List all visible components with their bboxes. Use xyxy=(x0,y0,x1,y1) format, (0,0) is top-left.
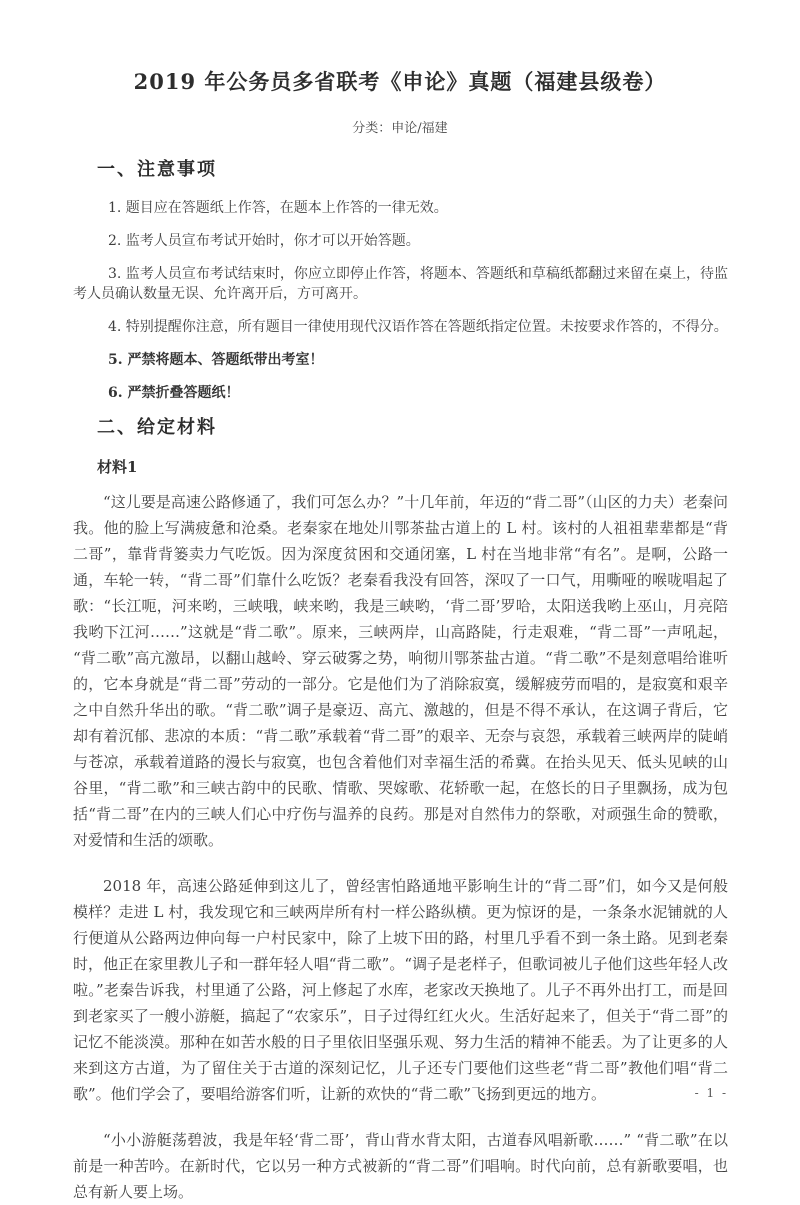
material-paragraph-2: 2018 年，高速公路延伸到这儿了，曾经害怕路通地平影响生计的“背二哥”们，如今又是何般模样？走进 L 村，我发现它和三峡两岸所有村一样公路纵横。更为惊讶的是，一条条水泥铺就的人行便道从公路两边伸向每一户村民家中，除了上坡下田的路，村里几乎看不到一条土路。见到老秦时，他正在家里教儿子和一群年轻人唱“背二歌”。“调子是老样子，但歌词被儿子他们这些年轻人改啦。”老秦告诉我，村里通了公路，河上修起了水库，老家改天换地了。儿子不再外出打工，而是回到老家买了一艘小游艇，搞起了“农家乐”，日子过得红红火火。生活好起来了，但关于“背二哥”的记忆不能淡漠。那种在如苦水般的日子里依旧坚强乐观、努力生活的精神不能丢。为了让更多的人来到这方古道，为了留住关于古道的深刻记忆，儿子还专门要他们这些老“背二哥”教他们唱“背二歌”。他们学会了，要唱给游客们听，让新的欢快的“背二歌”飞扬到更远的地方。 xyxy=(73,877,728,1103)
notice-item-2: 2. 监考人员宣布考试开始时，你才可以开始答题。 xyxy=(108,233,420,249)
section-heading-notice: 一、注意事项 xyxy=(97,159,217,180)
notice-item-6: 6. 严禁折叠答题纸！ xyxy=(108,385,240,401)
section-heading-materials: 二、给定材料 xyxy=(97,417,217,438)
notice-item-3: 3. 监考人员宣布考试结束时，你应立即停止作答，将题本、答题纸和草稿纸都翻过来留在桌上，待监考人员确认数量无误、允许离开后，方可离开。 xyxy=(73,266,728,302)
notice-item-5: 5. 严禁将题本、答题纸带出考室！ xyxy=(108,352,324,368)
notice-list xyxy=(73,198,728,403)
material-label: 材料1 xyxy=(97,458,138,476)
page-number: - 1 - xyxy=(694,1086,728,1100)
material-paragraph-1: “这儿要是高速公路修通了，我们可怎么办？”十几年前，年迈的“背二哥”（山区的力夫）老秦问我。他的脸上写满疲惫和沧桑。老秦家在地处川鄂茶盐古道上的 L 村。该村的人祖祖辈辈都是“背二哥”，靠背背篓卖力气吃饭。因为深度贫困和交通闭塞，L 村在当地非常“有名”。是啊，公路一通，车轮一转，“背二哥”们靠什么吃饭？老秦看我没有回答，深叹了一口气，用嘶哑的喉咙唱起了歌：“长江呃，河来哟，三峡哦，峡来哟，我是三峡哟，‘背二哥’罗哈，太阳送我哟上巫山，月亮陪我哟下江河……”这就是“背二歌”。原来，三峡两岸，山高路陡，行走艰难，“背二哥”一声吼起，“背二歌”高亢激昂，以翻山越岭、穿云破雾之势，响彻川鄂茶盐古道。“背二歌”不是刻意唱给谁听的，它本身就是“背二哥”劳动的一部分。它是他们为了消除寂寞，缓解疲劳而唱的，是寂寞和艰辛之中自然升华出的歌。“背二歌”调子是豪迈、高亢、激越的，但是不得不承认，在这调子背后，它却有着沉郁、悲凉的本质：“背二歌”承载着“背二哥”的艰辛、无奈与哀怨，承载着三峡两岸的陡峭与苍凉，承载着道路的漫长与寂寞，也包含着他们对幸福生活的希冀。在抬头见天、低头见峡的山谷里，“背二歌”和三峡古韵中的民歌、情歌、哭嫁歌、花轿歌一起，在悠长的日子里飘扬，成为包括“背二哥”在内的三峡人们心中疗伤与温养的良药。那是对自然伟力的祭歌，对顽强生命的赞歌，对爱情和生活的颂歌。 xyxy=(73,493,728,849)
notice-item-1: 1. 题目应在答题纸上作答，在题本上作答的一律无效。 xyxy=(108,200,448,216)
document-title: 2019 年公务员多省联考《申论》真题（福建县级卷） xyxy=(133,69,667,94)
category-line: 分类：申论/福建 xyxy=(352,121,448,136)
material-paragraph-3: “小小游艇荡碧波，我是年轻‘背二哥’，背山背水背太阳，古道春风唱新歌……” “背二歌”在以前是一种苦吟。在新时代，它以另一种方式被新的“背二哥”们唱响。时代向前，总有新歌要唱，也总有新人要上场。 xyxy=(73,1131,728,1201)
material-body xyxy=(73,489,728,1205)
notice-item-4: 4. 特别提醒你注意，所有题目一律使用现代汉语作答在答题纸指定位置。未按要求作答的，不得分。 xyxy=(108,319,728,335)
